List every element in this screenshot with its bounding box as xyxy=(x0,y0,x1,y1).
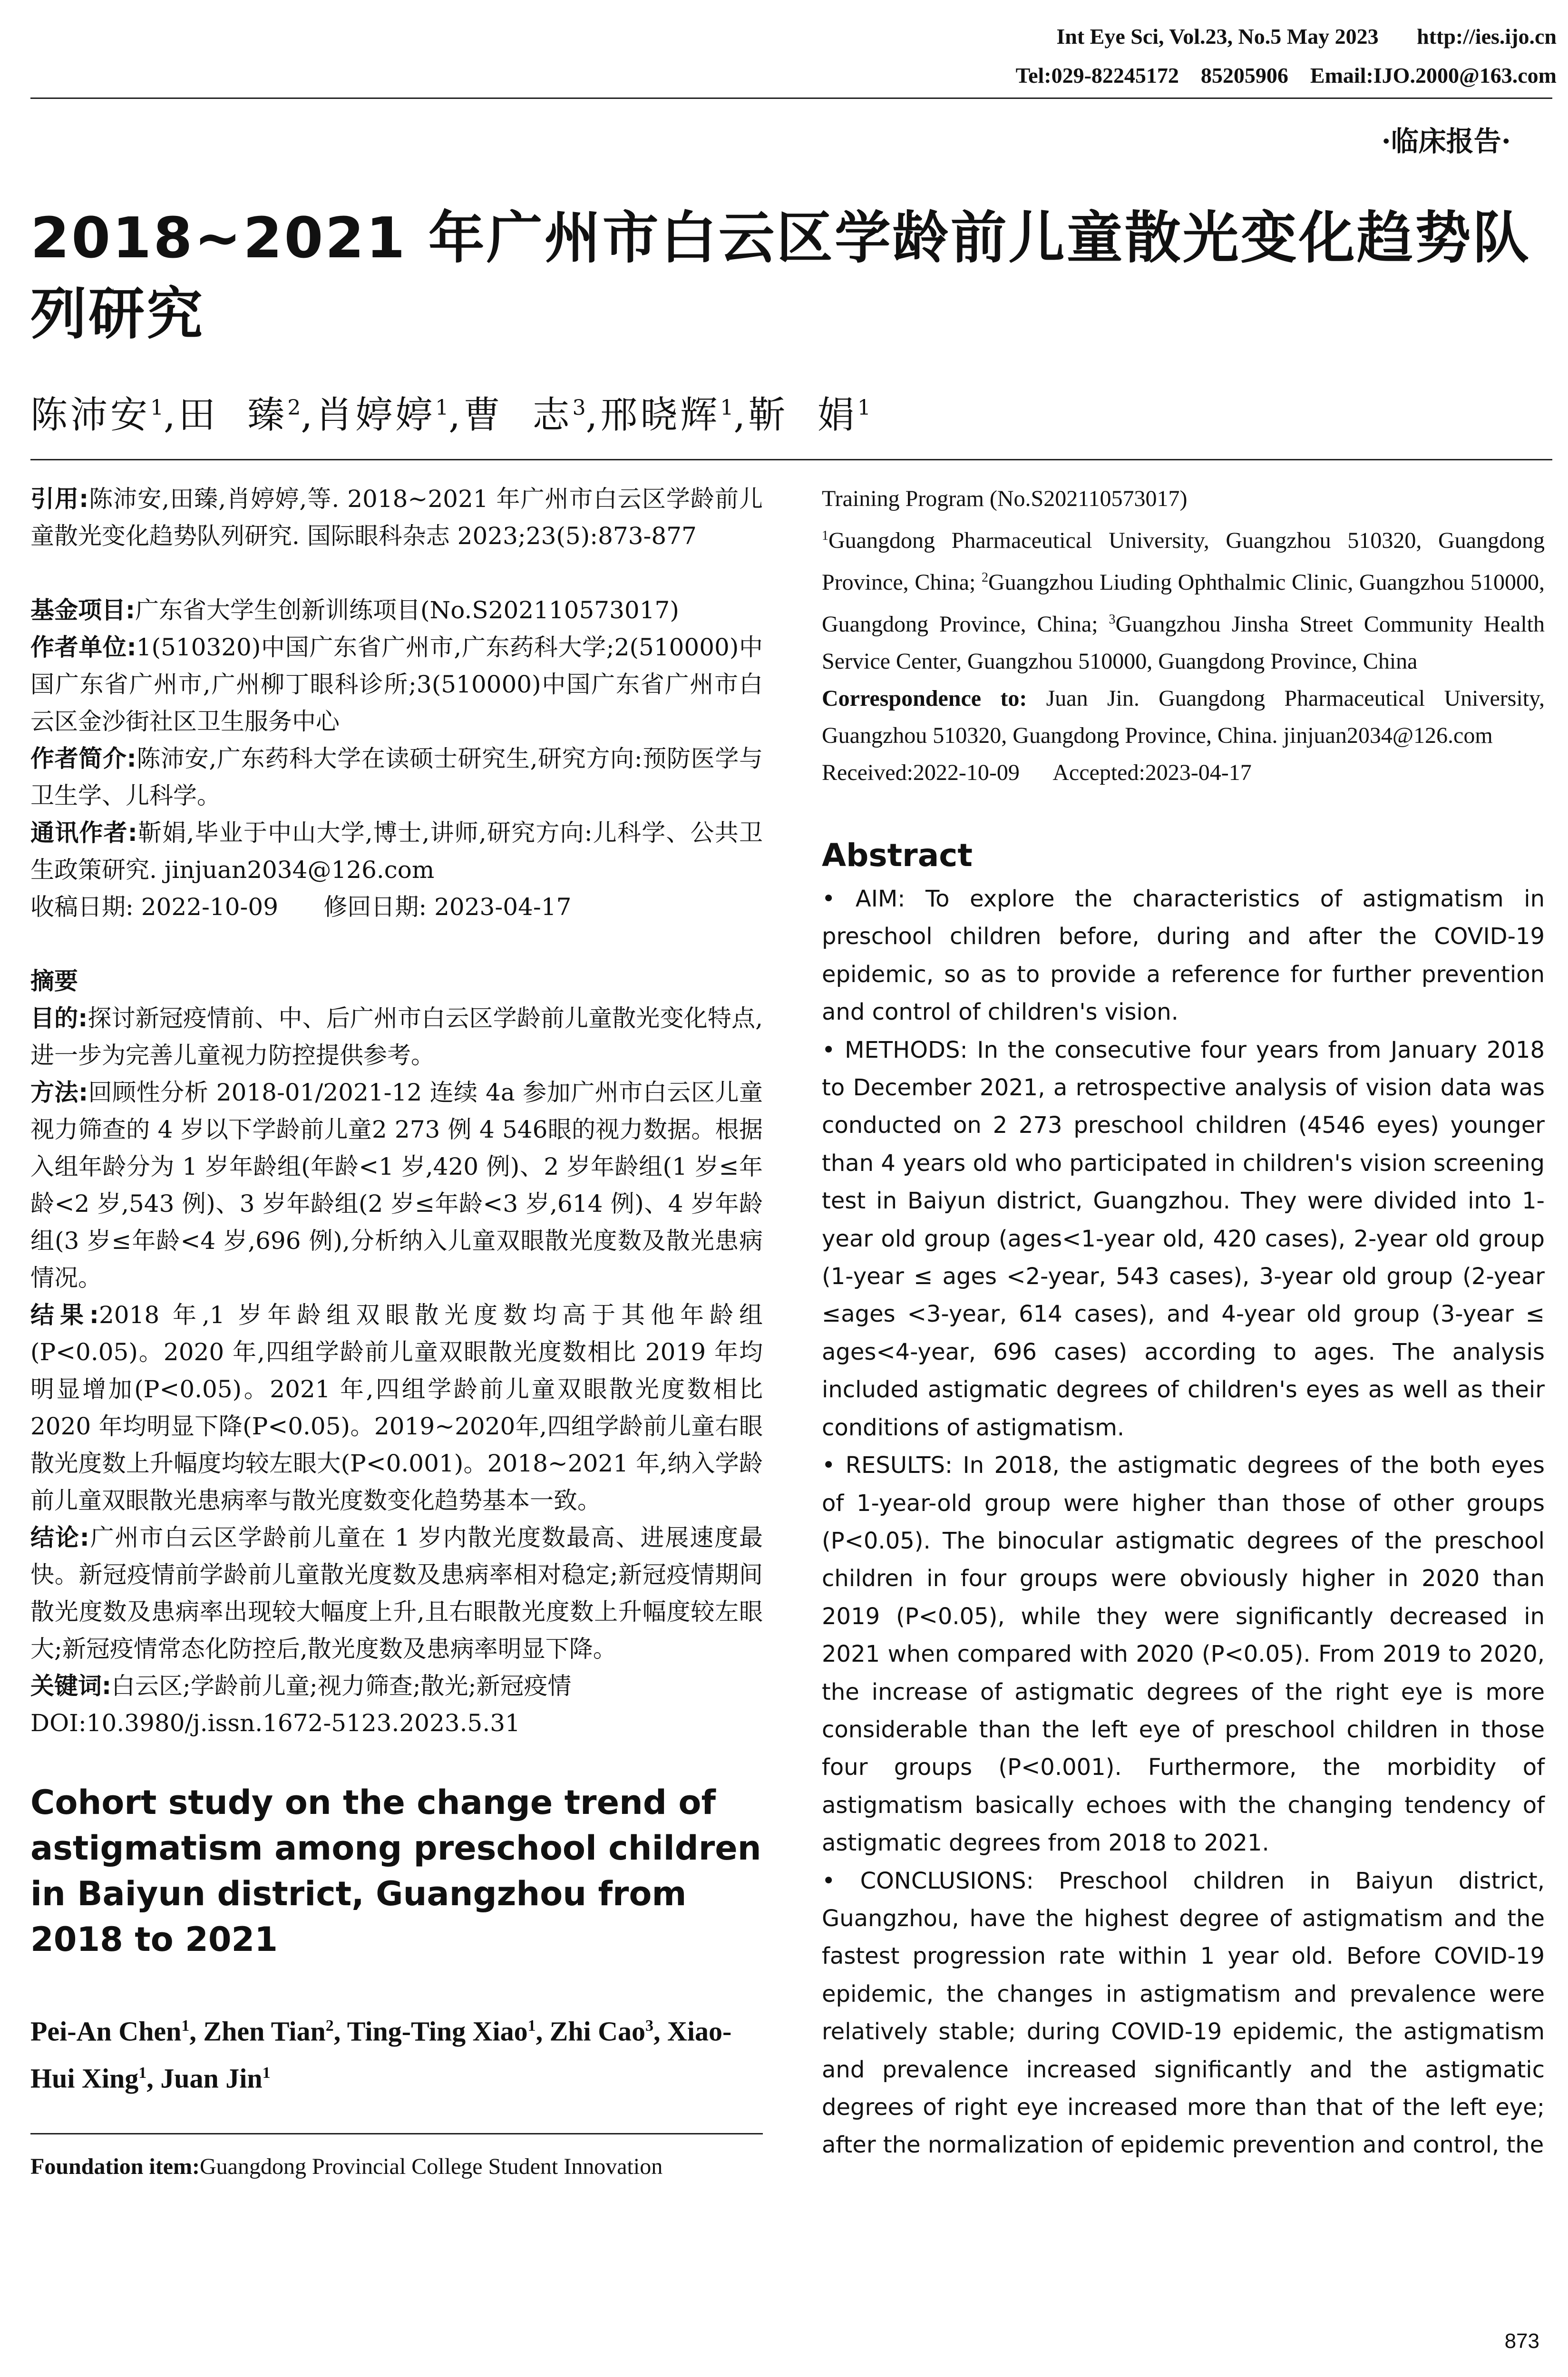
conclusion-cn: 结论:广州市白云区学龄前儿童在 1 岁内散光度数最高、进展速度最快。新冠疫情前学龄前儿童散光度数及患病率相对稳定;新冠疫情期间散光度数及患病率出现较大幅度上升,且右眼散光度数上升幅度较左眼大;新冠疫情常态化防控后,散光度数及患病率明显下降。 xyxy=(30,1524,763,1663)
title-rule xyxy=(30,459,1552,460)
keywords-cn: 关键词:白云区;学龄前儿童;视力筛查;散光;新冠疫情 xyxy=(30,1672,572,1700)
affiliation-cn: 作者单位:1(510320)中国广东省广州市,广东药科大学;2(510000)中国广东省广州市,广州柳丁眼科诊所;3(510000)中国广东省广州市白云区金沙街社区卫生服务中心 xyxy=(30,633,763,735)
citation: 引用:陈沛安,田臻,肖婷婷,等. 2018~2021 年广州市白云区学龄前儿童散光变化趋势队列研究. 国际眼科杂志 2023;23(5):873-877 xyxy=(30,485,763,550)
foundation-item-en-cont: Training Program (No.S202110573017) xyxy=(822,486,1188,511)
abstract-heading-cn: 摘要 xyxy=(30,967,78,995)
foundation-rule xyxy=(30,2133,763,2134)
author-cn: 田 臻 xyxy=(178,394,288,437)
article-title-cn: 2018~2021 年广州市白云区学龄前儿童散光变化趋势队列研究 xyxy=(30,205,1531,347)
dates-cn: 收稿日期: 2022-10-09 修回日期: 2023-04-17 xyxy=(30,893,572,921)
fund-item-cn: 基金项目:广东省大学生创新训练项目(No.S202110573017) xyxy=(30,596,679,624)
correspondence-en: Correspondence to: Juan Jin. Guangdong Pharmaceutical University, Guangzhou 510320, Guangdong Province, China. jinjuan2034@126.com xyxy=(822,686,1545,748)
author-list-cn: 陈沛安$^1$,田 臻$^2$,肖婷婷$^1$,曹 志$^3$,邢晓辉$^1$,靳 娟$^1$ xyxy=(30,394,871,437)
left-column xyxy=(30,480,763,2185)
aim-cn: 目的:探讨新冠疫情前、中、后广州市白云区学龄前儿童散光变化特点,进一步为完善儿童视力防控提供参考。 xyxy=(30,1004,763,1069)
abstract-conclusions: • CONCLUSIONS: Preschool children in Baiyun district, Guangzhou, have the highest degree of astigmatism and the fastest progression rate within 1 year old. Before COVID-19 epidemic, the changes in astigmatism and prevalence were relatively stable; during COVID-19 epidemic, the astigmatism and prevalence increased significantly and the astigmatic degrees of right eye increased more than that of the left eye; after the normalization of epidemic prevention and control, the xyxy=(822,1867,1545,2159)
author-list-en: Pei-An Chen$^1$, Zhen Tian$^2$, Ting-Ting Xiao$^1$, Zhi Cao$^3$, Xiao-Hui Xing$^1$, Juan Jin$^1$ xyxy=(30,2016,732,2094)
author-cn: 曹 志 xyxy=(463,394,573,437)
author-en: Xiao-Hui Xing xyxy=(30,2016,732,2094)
abstract-methods: • METHODS: In the consecutive four years from January 2018 to December 2021, a retrospective analysis of vision data was conducted on 2 273 preschool children (4546 eyes) younger than 4 years old who participated in children's vision screening test in Baiyun district, Guangzhou. They were divided into 1-year old group (ages<1-year old, 420 cases), 2-year old group (1-year ≤ ages <2-year, 543 cases), 3-year old group (2-year ≤ages <3-year, 614 cases), and 4-year old group (3-year ≤ ages<4-year, 696 cases) according to ages. The analysis included astigmatic degrees of children's eyes as well as their conditions of astigmatism. xyxy=(822,1036,1545,1441)
author-cn: 肖婷婷 xyxy=(315,394,436,437)
author-en: Zhi Cao xyxy=(549,2016,646,2047)
affiliations-en: $^1$Guangdong Pharmaceutical University, Guangzhou 510320, Guangdong Province, China; $^2$Guangzhou Liuding Ophthalmic Clinic, Guangzhou 510000, Guangdong Province, China; $^3$Guangzhou Jinsha Street Community Health Service Center, Guangzhou 510000, Guangdong Province, China xyxy=(822,528,1545,674)
abstract-results: • RESULTS: In 2018, the astigmatic degrees of the both eyes of 1-year-old group were higher than those of other groups (P<0.05). The binocular astigmatic degrees of the preschool children in four groups were obviously higher in 2020 than 2019 (P<0.05), while they were significantly decreased in 2021 when compared with 2020 (P<0.05). From 2019 to 2020, the increase of astigmatic degrees of the right eye is more considerable than the left eye of preschool children in those four groups (P<0.001). Furthermore, the morbidity of astigmatism basically echoes with the changing tendency of astigmatic degrees from 2018 to 2021. xyxy=(822,1452,1545,1857)
right-column xyxy=(822,480,1545,2164)
author-bio-cn: 作者简介:陈沛安,广东药科大学在读硕士研究生,研究方向:预防医学与卫生学、儿科学。 xyxy=(30,745,763,809)
journal-header-line1: Int Eye Sci, Vol.23, No.5 May 2023 http://ies.ijo.cn xyxy=(1056,24,1557,49)
results-cn: 结果:2018 年,1 岁年龄组双眼散光度数均高于其他年龄组(P<0.05)。2020 年,四组学龄前儿童双眼散光度数相比 2019 年均明显增加(P<0.05)。2021 年,四组学龄前儿童双眼散光度数相比 2020 年均明显下降(P<0.05)。2019~2020年,四组学龄前儿童右眼散光度数上升幅度均较左眼大(P<0.001)。2018~2021 年,纳入学龄前儿童双眼散光患病率与散光度数变化趋势基本一致。 xyxy=(30,1301,763,1514)
author-en: Juan Jin xyxy=(160,2063,263,2094)
corresponding-author-cn: 通讯作者:靳娟,毕业于中山大学,博士,讲师,研究方向:儿科学、公共卫生政策研究. jinjuan2034@126.com xyxy=(30,819,763,884)
author-cn: 靳 娟 xyxy=(748,394,857,437)
section-tag: ·临床报告· xyxy=(1381,125,1511,157)
author-en: Ting-Ting Xiao xyxy=(347,2016,528,2047)
abstract-aim: • AIM: To explore the characteristics of astigmatism in preschool children before, during and after the COVID-19 epidemic, so as to provide a reference for further prevention and control of children's vision. xyxy=(822,886,1545,1026)
foundation-item-en: Foundation item:Guangdong Provincial College Student Innovation xyxy=(30,2153,663,2179)
abstract-body-en xyxy=(822,880,1545,2164)
article-title-en: Cohort study on the change trend of astigmatism among preschool children in Baiyun district, Guangzhou from 2018 to 2021 xyxy=(30,1783,761,1959)
page-number: 873 xyxy=(1504,2329,1539,2353)
author-cn: 邢晓辉 xyxy=(600,394,721,437)
author-en: Zhen Tian xyxy=(203,2016,326,2047)
methods-cn: 方法:回顾性分析 2018-01/2021-12 连续 4a 参加广州市白云区儿童视力筛查的 4 岁以下学龄前儿童2 273 例 4 546眼的视力数据。根据入组年龄分为 1 岁年龄组(年龄<1 岁,420 例)、2 岁年龄组(1 岁≤年龄<2 岁,543 例)、3 岁年龄组(2 岁≤年龄<3 岁,614 例)、4 岁年龄组(3 岁≤年龄<4 岁,696 例),分析纳入儿童双眼散光度数及散光患病情况。 xyxy=(30,1079,763,1292)
author-cn: 陈沛安 xyxy=(30,394,151,437)
journal-header-line2: Tel:029-82245172 85205906 Email:IJO.2000@163.com xyxy=(1015,63,1557,88)
header-rule xyxy=(30,97,1552,99)
author-en: Pei-An Chen xyxy=(30,2016,182,2047)
abstract-heading-en: Abstract xyxy=(822,837,973,874)
received-accepted: Received:2022-10-09 Accepted:2023-04-17 xyxy=(822,760,1252,785)
doi: DOI:10.3980/j.issn.1672-5123.2023.5.31 xyxy=(30,1709,520,1737)
